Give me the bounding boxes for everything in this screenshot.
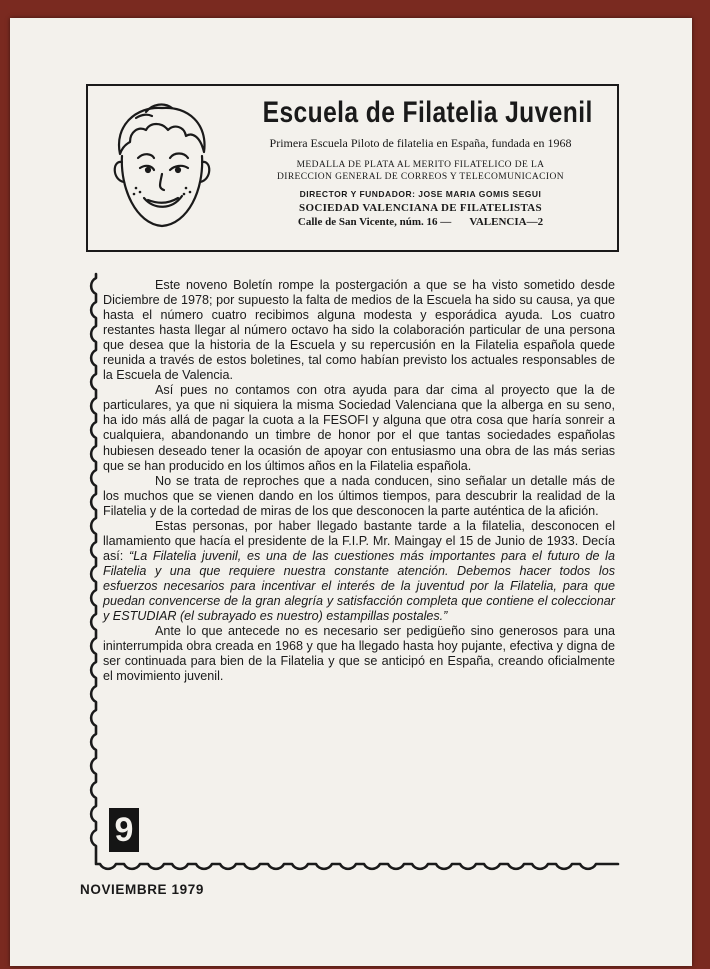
- director-credit: DIRECTOR Y FUNDADOR: JOSE MARIA GOMIS SEGUI: [299, 189, 542, 199]
- fip-quote: “La Filatelia juvenil, es una de las cuestiones más importantes para el futuro de la Filatelia y una que requiere nuestra constante atención. Debemos hacer todos los esfuerzos necesarios para incentivar el interés de la juventud por la Filatelia, para que puedan convencerse de la gran alegría y satisfacción completa que contiene el coleccionar y ESTUDIAR (el subrayado es nuestro) estampillas postales.”: [103, 548, 615, 624]
- medal-line: DIRECCION GENERAL DE CORREOS Y TELECOMUNICACION: [277, 172, 564, 182]
- society-name: SOCIEDAD VALENCIANA DE FILATELISTAS: [299, 202, 542, 214]
- city: VALENCIA—2: [469, 216, 544, 228]
- article-paragraph: No se trata de reproches que a nada conducen, sino señalar un detalle más de los muchos que se vienen dando en los últimos tiempos, para descubrir la realidad de la Filatelia y de la cortedad de miras de los que desconocen la parte auténtica de la afición.: [103, 473, 615, 518]
- school-subtitle: Primera Escuela Piloto de filatelia en España, fundada en 1968: [269, 136, 572, 150]
- issue-number: 9: [109, 808, 139, 852]
- article-paragraph: Ante lo que antecede no es necesario ser pedigüeño sino generosos para una ininterrumpida obra creada en 1968 y que ha llegado hasta hoy pujante, efectiva y digna de ser continuada para bien de la Filatelia y que se anticipó en España, creando oficialmente el movimiento juvenil.: [103, 624, 615, 684]
- medal-award: [228, 159, 613, 183]
- article-paragraph: [103, 519, 615, 624]
- article-paragraph: Este noveno Boletín rompe la postergación a que se ha visto sometido desde Diciembre de 1978; por supuesto la falta de medios de la Escuela ha sido su causa, ya que hasta el número cuatro recibimos alguna modesta y esporádica ayuda. Los cuatro restantes hasta llegar al número octavo ha sido la colaboración particular de una persona que desea que la historia de la Escuela y su repercusión en la Filatelia española quede reunida a través de estos boletines, tal como habían previsto los actuales responsables de la Escuela de Valencia.: [103, 278, 615, 383]
- masthead: [86, 84, 619, 252]
- article-paragraph: Así pues no contamos con otra ayuda para dar cima al proyecto que la de particulares, ya que ni siquiera la misma Sociedad Valenciana que la alberga en su seno, ha ido más allá de pagar la cuota a la FESOFI y alguna que otra cosa que haría sonreir a cualquiera, abandonando un timbre de honor por el que tantas sociedades españolas hubiesen deseado tener la ocasión de apoyar con entusiasmo una obra de las más serias que se han producido en los últimos años en la Filatelia española.: [103, 383, 615, 473]
- publication-date: NOVIEMBRE 1979: [80, 882, 204, 897]
- paragraph-intro: Estas personas, por haber llegado bastante tarde a la filatelia, desconocen el llamamiento que hacía el presidente de la F.I.P. Mr. Maingay el 15 de Junio de 1933. Decía así:: [103, 518, 615, 563]
- boy-mascot-icon: [106, 96, 216, 236]
- society-address: [228, 216, 613, 228]
- medal-line: MEDALLA DE PLATA AL MERITO FILATELICO DE LA: [296, 160, 545, 170]
- street-address: Calle de San Vicente, núm. 16 —: [297, 216, 452, 228]
- article-body: [103, 278, 615, 684]
- school-title: Escuela de Filatelia Juvenil: [262, 96, 593, 129]
